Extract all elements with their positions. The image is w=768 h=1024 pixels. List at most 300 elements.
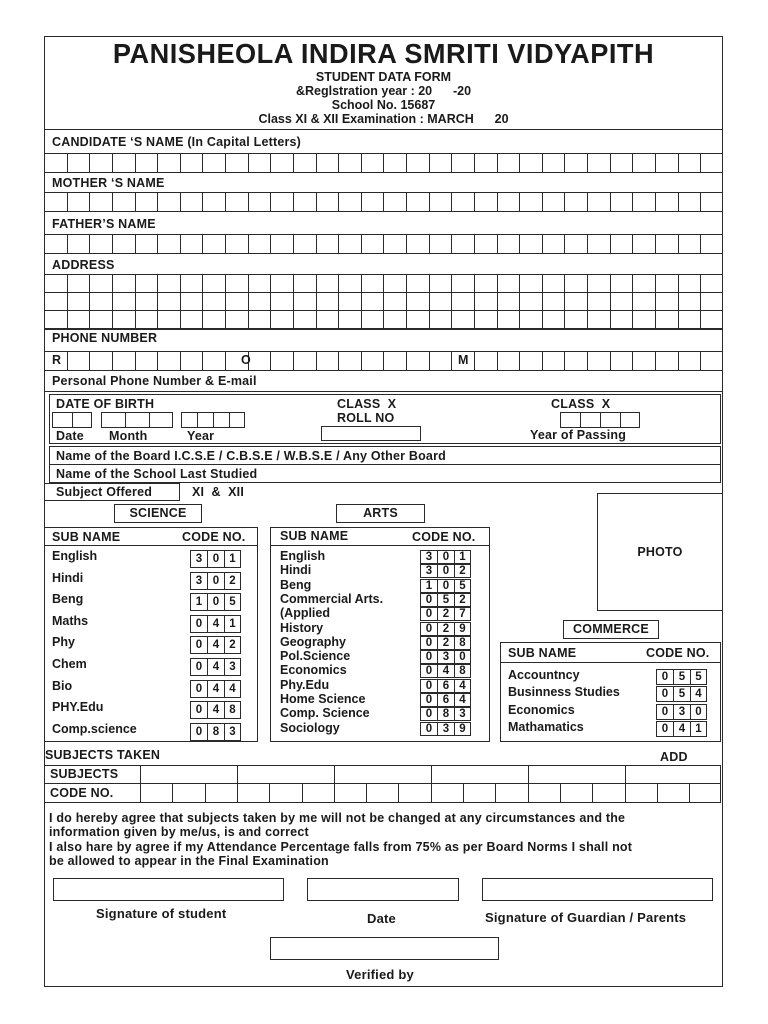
code-cell[interactable] [625,783,626,802]
declaration-line-1: I do hereby agree that subjects taken by me will not be changed at any circumstances and the [49,811,626,825]
char-box[interactable] [564,292,587,311]
char-box[interactable] [112,274,135,293]
code-digit: 0 [420,722,437,736]
code-digit: 4 [207,680,224,698]
code-digit: 2 [224,572,241,590]
char-box[interactable] [406,153,429,173]
address-label: ADDRESS [52,258,115,272]
char-box[interactable] [383,274,406,293]
char-box[interactable] [89,351,112,371]
phone-mobile-label: M [458,353,469,367]
char-box[interactable] [678,192,701,212]
char-box[interactable] [564,274,587,293]
char-box[interactable] [44,153,67,173]
char-box[interactable] [316,234,339,254]
code-cell[interactable] [431,783,432,802]
char-box[interactable] [338,192,361,212]
char-box[interactable] [406,292,429,311]
char-box[interactable] [610,274,633,293]
dob-month-boxes[interactable] [101,412,173,428]
char-box[interactable] [632,274,655,293]
char-box[interactable] [700,310,723,329]
char-box[interactable] [67,274,90,293]
science-subject-code [190,680,241,698]
char-box[interactable] [316,310,339,329]
char-box[interactable] [632,310,655,329]
char-box[interactable] [632,234,655,254]
char-box[interactable] [451,310,474,329]
char-box[interactable] [700,192,723,212]
char-box[interactable] [202,310,225,329]
char-box[interactable] [89,153,112,173]
science-subject-name: Comp.science [52,721,137,736]
char-box[interactable] [678,351,701,371]
char-box[interactable] [316,192,339,212]
code-cell[interactable] [237,783,238,802]
char-box[interactable] [202,153,225,173]
char-box[interactable] [519,153,542,173]
char-box[interactable] [361,274,384,293]
char-box[interactable] [451,274,474,293]
code-digit: 3 [454,707,471,721]
char-box[interactable] [429,192,452,212]
char-box[interactable] [610,153,633,173]
phone-number-boxes[interactable] [44,351,723,371]
char-box[interactable] [497,153,520,173]
char-box[interactable] [89,310,112,329]
char-box[interactable] [564,351,587,371]
char-box[interactable] [519,351,542,371]
char-box[interactable] [451,192,474,212]
science-subject-name: PHY.Edu [52,700,104,715]
char-box[interactable] [474,234,497,254]
subject-cell[interactable] [237,765,238,784]
char-box[interactable] [135,292,158,311]
char-box[interactable] [157,310,180,329]
commerce-subject-code [656,721,707,737]
char-box[interactable] [383,351,406,371]
char-box[interactable] [112,234,135,254]
char-box[interactable] [655,351,678,371]
personal-phone-label: Personal Phone Number & E-mail [52,374,257,388]
code-cell[interactable] [560,783,561,802]
char-box[interactable] [655,153,678,173]
verified-by-label: Verified by [346,967,414,982]
char-box[interactable] [225,234,248,254]
char-box[interactable] [497,292,520,311]
commerce-title: COMMERCE [573,622,649,636]
subject-cell[interactable] [625,765,626,784]
arts-subject-name: Hindi [280,563,312,578]
char-box[interactable] [610,292,633,311]
char-box[interactable] [44,234,67,254]
char-box[interactable] [361,153,384,173]
char-box[interactable] [474,310,497,329]
char-box[interactable] [316,351,339,371]
char-box[interactable] [202,351,225,371]
code-cell[interactable] [689,783,690,802]
char-box[interactable] [157,234,180,254]
code-digit: 0 [437,564,454,578]
mother-name-boxes[interactable] [44,192,723,212]
char-box[interactable] [202,292,225,311]
char-box[interactable] [180,192,203,212]
code-digit: 5 [224,593,241,611]
candidate-name-label: CANDIDATE ‘S NAME (In Capital Letters) [52,135,302,149]
char-box[interactable] [202,274,225,293]
code-digit: 1 [420,579,437,593]
verified-by-field[interactable] [270,937,499,960]
char-box[interactable] [180,234,203,254]
code-cell[interactable] [172,783,173,802]
char-box[interactable] [451,292,474,311]
code-cell[interactable] [528,783,529,802]
char-box[interactable] [338,310,361,329]
char-box[interactable] [542,351,565,371]
char-box[interactable] [383,292,406,311]
char-box[interactable] [542,192,565,212]
char-box[interactable] [67,310,90,329]
char-box[interactable] [135,234,158,254]
code-digit: 0 [690,704,707,720]
char-box[interactable] [248,351,271,371]
char-box[interactable] [632,351,655,371]
char-box[interactable] [655,192,678,212]
char-box[interactable] [112,192,135,212]
char-box[interactable] [248,153,271,173]
char-box[interactable] [700,351,723,371]
char-box[interactable] [429,310,452,329]
char-box[interactable] [112,153,135,173]
char-box[interactable] [270,153,293,173]
commerce-subject-name: Businness Studies [508,685,620,700]
commerce-subject-code [656,686,707,702]
char-box[interactable] [542,234,565,254]
code-cell[interactable] [463,783,464,802]
char-box[interactable] [587,310,610,329]
char-box[interactable] [542,153,565,173]
char-box[interactable] [564,153,587,173]
char-box[interactable] [655,292,678,311]
char-box[interactable] [451,234,474,254]
phone-number-label: PHONE NUMBER [52,331,158,345]
char-box[interactable] [225,292,248,311]
char-box[interactable] [225,274,248,293]
char-box[interactable] [587,351,610,371]
science-subject-code [190,636,241,654]
char-box[interactable] [270,292,293,311]
guardian-signature-field[interactable] [482,878,713,901]
code-cell[interactable] [398,783,399,802]
code-cell[interactable] [366,783,367,802]
char-box[interactable] [564,310,587,329]
char-box[interactable] [383,192,406,212]
char-box[interactable] [700,234,723,254]
char-box[interactable] [632,192,655,212]
char-box[interactable] [112,351,135,371]
char-box[interactable] [112,310,135,329]
char-box[interactable] [361,192,384,212]
arts-subject-code [420,564,471,578]
char-box[interactable] [293,351,316,371]
char-box[interactable] [700,274,723,293]
char-box[interactable] [135,192,158,212]
char-box[interactable] [293,234,316,254]
char-box[interactable] [406,192,429,212]
code-digit: 0 [190,636,207,654]
char-box[interactable] [67,292,90,311]
char-box[interactable] [474,351,497,371]
char-box[interactable] [587,274,610,293]
char-box[interactable] [383,310,406,329]
commerce-col-code: CODE NO. [646,646,710,660]
char-box[interactable] [248,274,271,293]
char-box[interactable] [338,234,361,254]
char-box[interactable] [587,234,610,254]
char-box[interactable] [293,274,316,293]
arts-title: ARTS [363,506,398,520]
char-box[interactable] [67,234,90,254]
char-box[interactable] [270,192,293,212]
code-digit: 0 [190,658,207,676]
char-box[interactable] [338,153,361,173]
char-box[interactable] [429,153,452,173]
char-box[interactable] [338,274,361,293]
char-box[interactable] [135,274,158,293]
arts-subject-name: Home Science [280,692,366,706]
char-box[interactable] [67,153,90,173]
address-boxes-line3[interactable] [44,310,723,329]
char-box[interactable] [542,274,565,293]
student-signature-label: Signature of student [96,906,227,921]
char-box[interactable] [316,153,339,173]
char-box[interactable] [202,192,225,212]
science-subject-code [190,550,241,568]
char-box[interactable] [316,274,339,293]
char-box[interactable] [497,310,520,329]
char-box[interactable] [587,292,610,311]
char-box[interactable] [293,292,316,311]
char-box[interactable] [497,274,520,293]
char-box[interactable] [451,153,474,173]
char-box[interactable] [248,310,271,329]
char-box[interactable] [564,192,587,212]
char-box[interactable] [89,274,112,293]
char-box[interactable] [338,351,361,371]
char-box[interactable] [293,310,316,329]
char-box[interactable] [112,292,135,311]
roll-no-input[interactable] [321,426,421,441]
char-box[interactable] [270,234,293,254]
code-digit: 7 [454,607,471,621]
char-box[interactable] [361,351,384,371]
char-box[interactable] [655,234,678,254]
char-box[interactable] [89,192,112,212]
char-box[interactable] [157,351,180,371]
char-box[interactable] [89,292,112,311]
code-digit: 0 [437,579,454,593]
year-of-passing-boxes[interactable] [560,412,640,428]
code-digit: 3 [673,704,690,720]
code-cell[interactable] [334,783,335,802]
char-box[interactable] [610,310,633,329]
char-box[interactable] [610,192,633,212]
char-box[interactable] [248,192,271,212]
class-x-roll-label: CLASS X [337,397,397,411]
char-box[interactable] [157,192,180,212]
char-box[interactable] [225,153,248,173]
student-signature-field[interactable] [53,878,284,901]
code-cell[interactable] [657,783,658,802]
code-cell[interactable] [205,783,206,802]
char-box[interactable] [429,274,452,293]
char-box[interactable] [429,292,452,311]
char-box[interactable] [383,234,406,254]
char-box[interactable] [202,234,225,254]
char-box[interactable] [474,274,497,293]
dob-date-boxes[interactable] [52,412,92,428]
char-box[interactable] [135,310,158,329]
char-box[interactable] [519,274,542,293]
code-digit: 0 [420,593,437,607]
address-boxes-line1[interactable] [44,274,723,293]
char-box[interactable] [655,274,678,293]
char-box[interactable] [429,351,452,371]
char-box[interactable] [293,192,316,212]
char-box[interactable] [44,192,67,212]
char-box[interactable] [225,192,248,212]
science-subject-name: Phy [52,635,75,650]
char-box[interactable] [474,153,497,173]
char-box[interactable] [564,234,587,254]
date-field[interactable] [307,878,459,901]
subject-cell[interactable] [528,765,529,784]
subject-cell[interactable] [334,765,335,784]
char-box[interactable] [293,153,316,173]
char-box[interactable] [67,192,90,212]
char-box[interactable] [406,310,429,329]
code-cell[interactable] [269,783,270,802]
father-name-boxes[interactable] [44,234,723,254]
char-box[interactable] [474,192,497,212]
char-box[interactable] [678,274,701,293]
char-box[interactable] [383,153,406,173]
char-box[interactable] [44,310,67,329]
char-box[interactable] [429,234,452,254]
char-box[interactable] [519,310,542,329]
char-box[interactable] [587,153,610,173]
char-box[interactable] [180,292,203,311]
code-digit: 4 [437,664,454,678]
char-box[interactable] [587,192,610,212]
code-digit: 3 [420,564,437,578]
code-cell[interactable] [302,783,303,802]
char-box[interactable] [655,310,678,329]
char-box[interactable] [361,292,384,311]
char-box[interactable] [406,234,429,254]
char-box[interactable] [678,310,701,329]
char-box[interactable] [157,292,180,311]
mother-name-label: MOTHER ‘S NAME [52,176,165,190]
char-box[interactable] [67,351,90,371]
char-box[interactable] [157,153,180,173]
subject-cell[interactable] [140,765,141,784]
code-cell[interactable] [592,783,593,802]
char-box[interactable] [632,153,655,173]
code-digit: 0 [656,704,673,720]
char-box[interactable] [316,292,339,311]
char-box[interactable] [519,192,542,212]
char-box[interactable] [497,351,520,371]
code-cell[interactable] [495,783,496,802]
arts-subject-name: History [280,620,324,635]
char-box[interactable] [678,153,701,173]
char-box[interactable] [44,274,67,293]
char-box[interactable] [248,292,271,311]
arts-subject-code [420,707,471,721]
science-subject-code [190,593,241,611]
char-box[interactable] [180,153,203,173]
code-cell[interactable] [140,783,141,802]
char-box[interactable] [406,351,429,371]
char-box[interactable] [225,310,248,329]
char-box[interactable] [610,351,633,371]
char-box[interactable] [44,292,67,311]
char-box[interactable] [89,234,112,254]
arts-subject-code [420,593,471,607]
char-box[interactable] [135,351,158,371]
char-box[interactable] [361,310,384,329]
subject-cell[interactable] [431,765,432,784]
char-box[interactable] [270,274,293,293]
char-box[interactable] [542,310,565,329]
char-box[interactable] [338,292,361,311]
date-label: Date [367,911,396,926]
char-box[interactable] [180,310,203,329]
science-subject-name: Bio [52,678,73,693]
char-box[interactable] [135,153,158,173]
char-box[interactable] [270,310,293,329]
code-digit: 0 [437,550,454,564]
char-box[interactable] [610,234,633,254]
char-box[interactable] [248,234,271,254]
char-box[interactable] [519,292,542,311]
code-digit: 4 [207,701,224,719]
char-box[interactable] [497,192,520,212]
address-boxes-line2[interactable] [44,292,723,311]
char-box[interactable] [361,234,384,254]
char-box[interactable] [542,292,565,311]
code-digit: 0 [420,607,437,621]
char-box[interactable] [157,274,180,293]
char-box[interactable] [180,351,203,371]
char-box[interactable] [700,153,723,173]
char-box[interactable] [406,274,429,293]
char-box[interactable] [180,274,203,293]
char-box[interactable] [700,292,723,311]
char-box[interactable] [678,234,701,254]
candidate-name-boxes[interactable] [44,153,723,173]
char-box[interactable] [519,234,542,254]
char-box[interactable] [632,292,655,311]
code-digit: 0 [190,723,207,741]
char-box[interactable] [497,234,520,254]
char-box[interactable] [270,351,293,371]
char-box[interactable] [678,292,701,311]
char-box[interactable] [474,292,497,311]
code-digit: 3 [224,723,241,741]
dob-year-boxes[interactable] [181,412,245,428]
